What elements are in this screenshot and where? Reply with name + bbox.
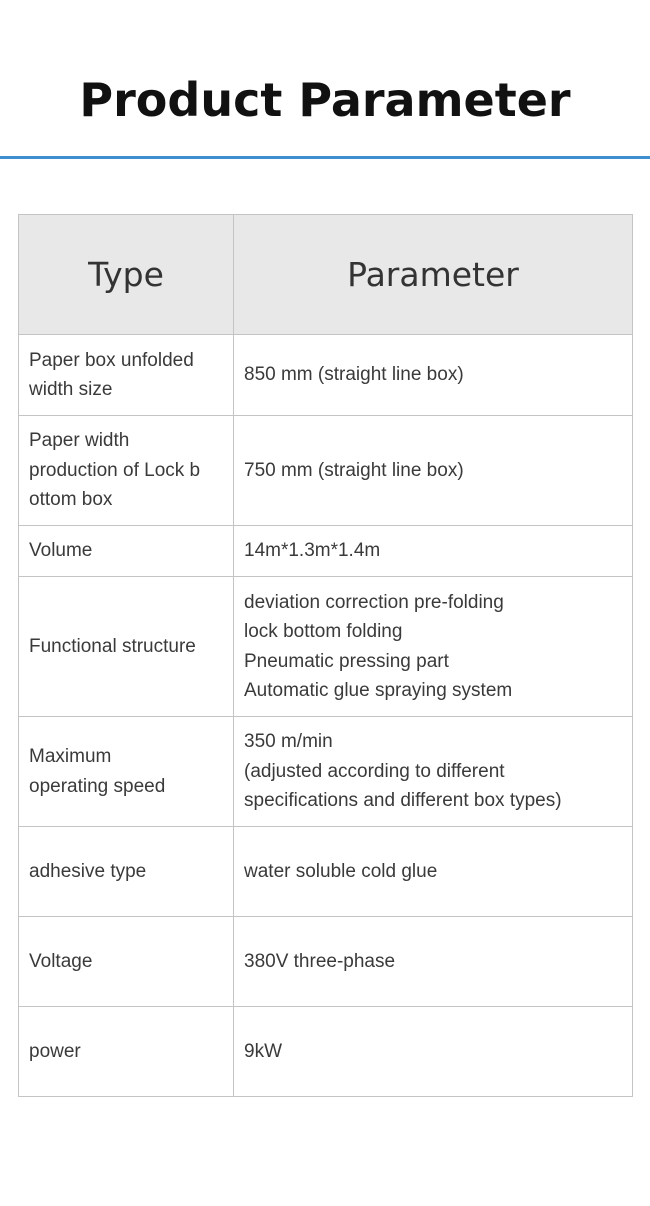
type-cell — [19, 827, 234, 917]
type-text: Maximum — [29, 746, 112, 767]
type-text: Paper box unfolded — [29, 349, 194, 371]
type-text: Paper width — [29, 430, 130, 452]
parameter-cell — [234, 577, 633, 717]
parameter-text: specifications and different box types) — [244, 790, 562, 812]
header-type: Type — [19, 215, 234, 335]
type-cell — [19, 1007, 234, 1097]
page-title: Product Parameter — [79, 73, 571, 127]
table-row — [19, 335, 633, 416]
parameter-cell — [234, 917, 633, 1007]
title-divider — [0, 156, 650, 159]
table-header-row — [19, 215, 633, 335]
table-row — [19, 526, 633, 577]
type-text: Functional structure — [29, 635, 196, 657]
table-row — [19, 717, 633, 827]
parameter-cell — [234, 526, 633, 577]
parameter-text: 380V three-phase — [244, 950, 396, 972]
table-row — [19, 1007, 633, 1097]
parameter-text: lock bottom folding — [244, 621, 403, 642]
type-text: operating speed — [29, 775, 166, 797]
parameter-text: 350 m/min — [244, 731, 333, 753]
parameter-text: Automatic glue spraying system — [244, 680, 513, 701]
type-cell — [19, 335, 234, 416]
parameter-text: Pneumatic pressing part — [244, 650, 449, 672]
parameter-text: (adjusted according to different — [244, 760, 505, 782]
type-cell — [19, 717, 234, 827]
parameter-text: water soluble cold glue — [244, 860, 438, 882]
parameter-cell — [234, 827, 633, 917]
parameter-cell — [234, 416, 633, 526]
type-text: ottom box — [29, 489, 113, 511]
table-row — [19, 827, 633, 917]
type-text: power — [29, 1040, 81, 1062]
type-text: Volume — [29, 540, 93, 562]
table-row — [19, 917, 633, 1007]
parameter-text: 14m*1.3m*1.4m — [244, 540, 381, 562]
table-row — [19, 416, 633, 526]
type-text: Voltage — [29, 950, 93, 972]
parameter-cell — [234, 335, 633, 416]
parameter-cell — [234, 1007, 633, 1097]
parameter-table — [18, 214, 633, 1097]
type-cell — [19, 526, 234, 577]
parameter-text: 750 mm (straight line box) — [244, 459, 464, 481]
type-cell — [19, 416, 234, 526]
parameter-text: deviation correction pre-folding — [244, 591, 504, 613]
table-row — [19, 577, 633, 717]
type-text: production of Lock b — [29, 459, 201, 481]
parameter-text: 850 mm (straight line box) — [244, 364, 464, 386]
header-parameter: Parameter — [234, 215, 633, 335]
parameter-text: 9kW — [244, 1040, 282, 1062]
type-text: width size — [29, 379, 113, 400]
parameter-cell — [234, 717, 633, 827]
type-cell — [19, 577, 234, 717]
type-cell — [19, 917, 234, 1007]
type-text: adhesive type — [29, 860, 147, 882]
